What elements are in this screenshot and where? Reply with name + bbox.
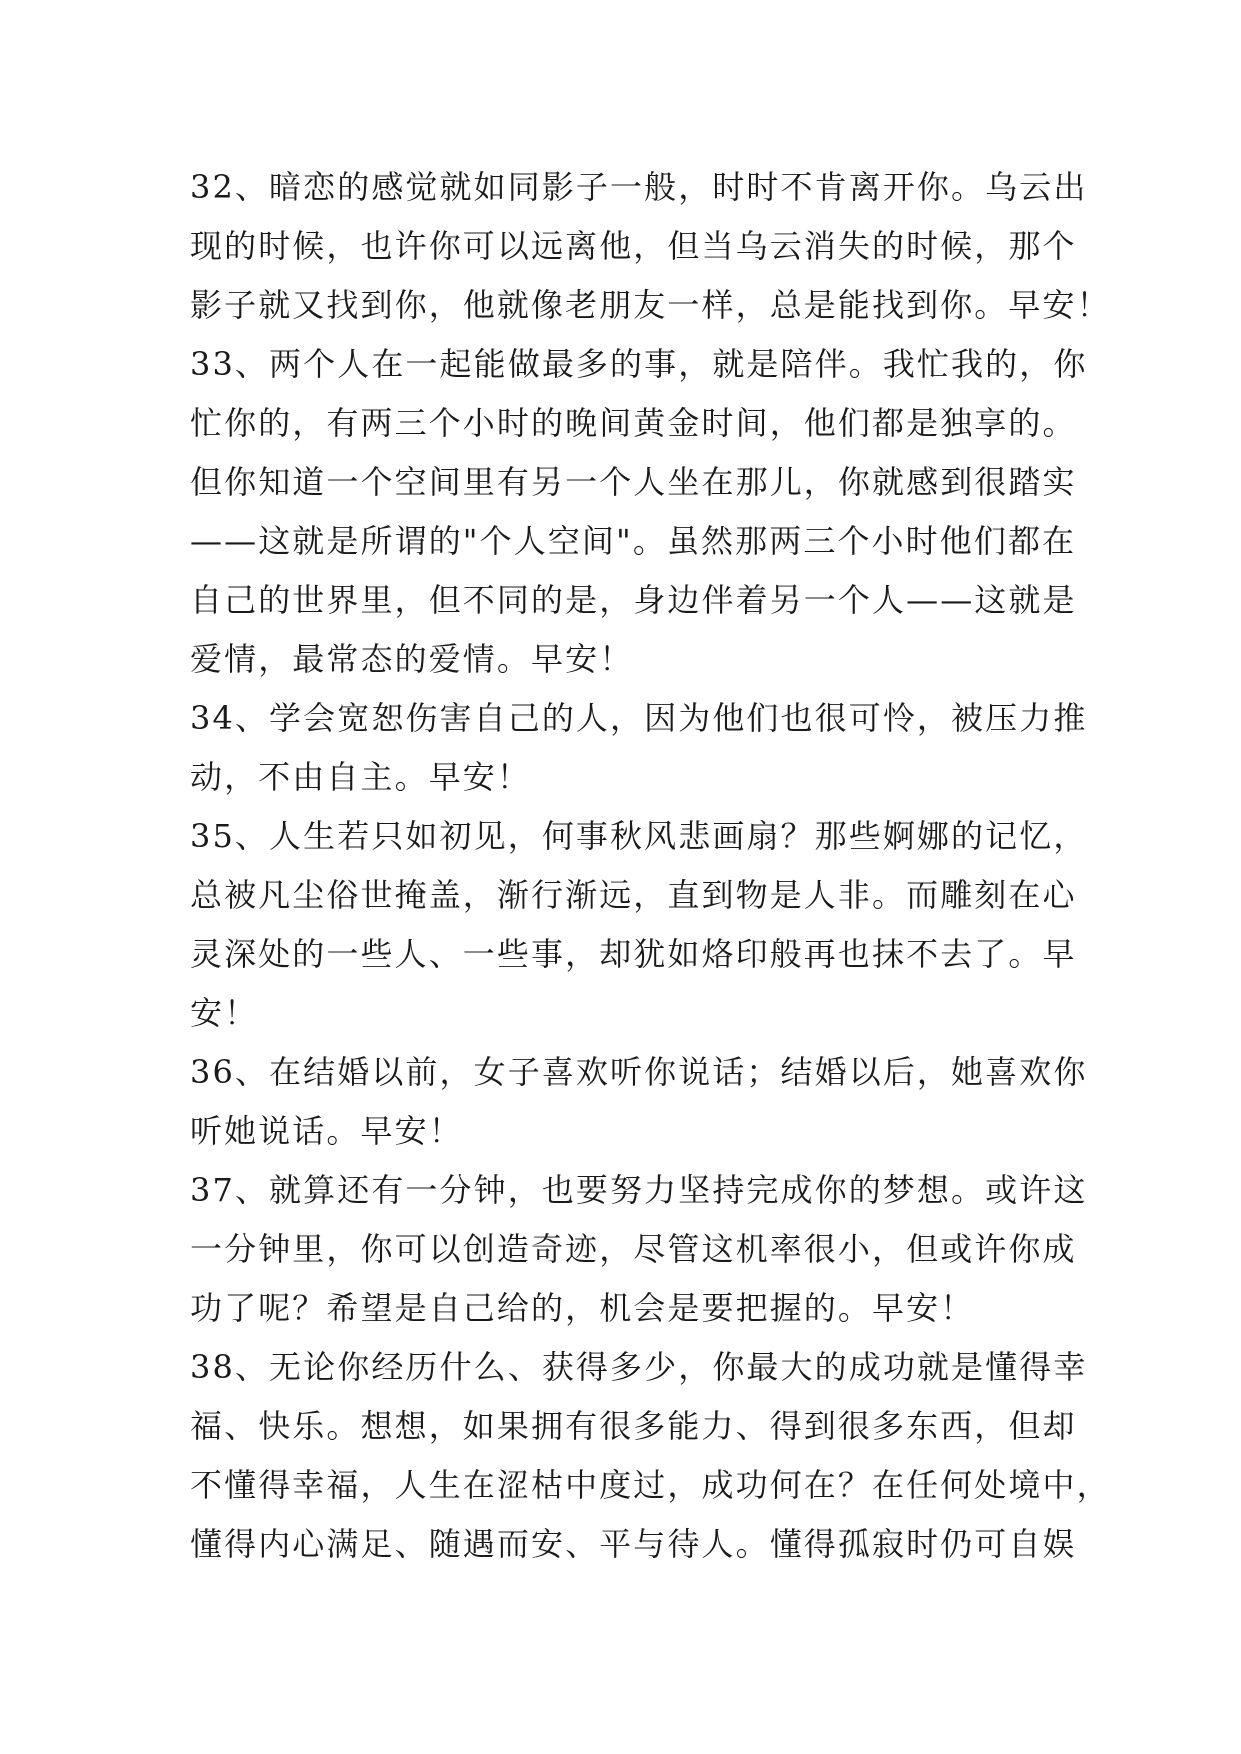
text-line: 福、快乐。想想，如果拥有很多能力、得到很多东西，但却 [190,1407,1077,1445]
text-line: 爱情，最常态的爱情。早安！ [190,640,634,678]
text-line: 忙你的，有两三个小时的晚间黄金时间，他们都是独享的。 [190,404,1077,442]
text-line: 总被凡尘俗世掩盖，渐行渐远，直到物是人非。而雕刻在心 [190,876,1077,914]
text-line: 安！ [190,994,259,1032]
text-line: 功了呢？希望是自己给的，机会是要把握的。早安！ [190,1289,975,1327]
text-line: 一分钟里，你可以创造奇迹，尽管这机率很小，但或许你成 [190,1230,1077,1268]
text-line: 自己的世界里，但不同的是，身边伴着另一个人——这就是 [190,581,1077,619]
text-line: 影子就又找到你，他就像老朋友一样，总是能找到你。早安！ [190,286,1111,324]
text-line: 35、人生若只如初见，何事秋风悲画扇？那些婀娜的记忆， [190,817,1088,855]
text-line: 33、两个人在一起能做最多的事，就是陪伴。我忙我的，你 [190,345,1088,383]
text-line: 动，不由自主。早安！ [190,758,532,796]
text-line: ——这就是所谓的"个人空间"。虽然那两三个小时他们都在 [190,522,1077,560]
text-line: 灵深处的一些人、一些事，却犹如烙印般再也抹不去了。早 [190,935,1077,973]
text-line: 现的时候，也许你可以远离他，但当乌云消失的时候，那个 [190,227,1077,265]
text-line: 38、无论你经历什么、获得多少，你最大的成功就是懂得幸 [190,1348,1088,1386]
text-line: 34、学会宽恕伤害自己的人，因为他们也很可怜，被压力推 [190,699,1088,737]
text-line: 听她说话。早安！ [190,1112,463,1150]
text-line: 36、在结婚以前，女子喜欢听你说话；结婚以后，她喜欢你 [190,1053,1088,1091]
document-body [190,158,1111,1574]
text-line: 懂得内心满足、随遇而安、平与待人。懂得孤寂时仍可自娱 [190,1525,1077,1563]
text-line: 但你知道一个空间里有另一个人坐在那儿，你就感到很踏实 [190,463,1077,501]
text-line: 32、暗恋的感觉就如同影子一般，时时不肯离开你。乌云出 [190,168,1088,206]
text-line: 不懂得幸福，人生在涩枯中度过，成功何在？在任何处境中， [190,1466,1111,1504]
text-line: 37、就算还有一分钟，也要努力坚持完成你的梦想。或许这 [190,1171,1088,1209]
